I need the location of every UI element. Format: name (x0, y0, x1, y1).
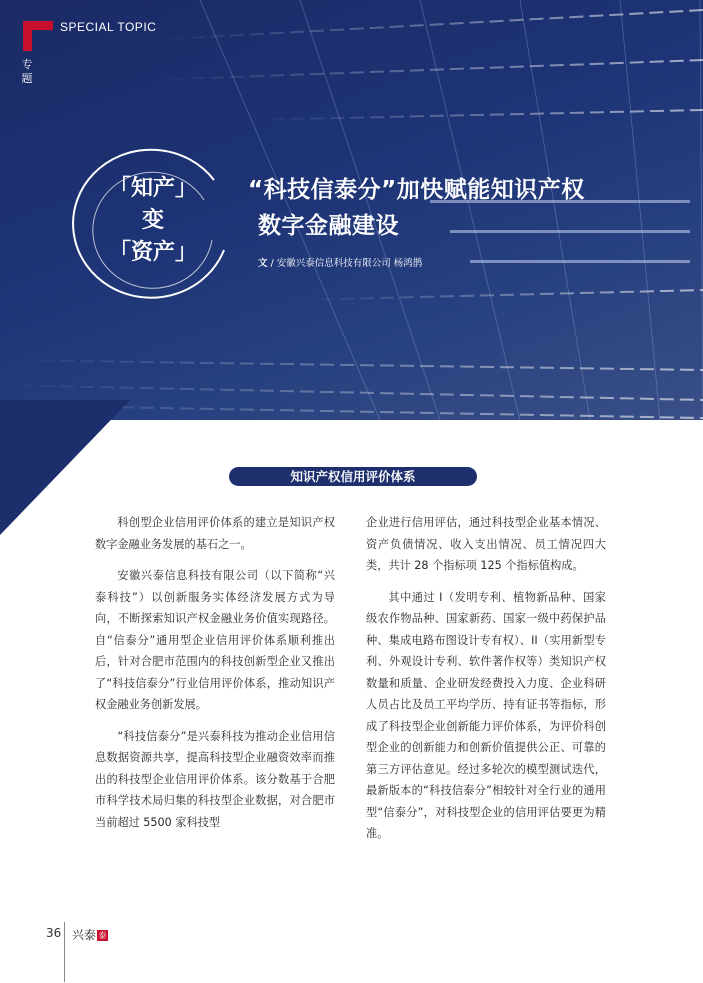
paragraph: “科技信泰分”是兴泰科技为推动企业信用信息数据资源共享，提高科技型企业融资效率而推出的科技型企业信用评价体系。该分数基于合肥市科学技术局归集的科技型企业数据，对合肥市当前超过 5500 家科技型 (95, 729, 335, 829)
paragraph: 科创型企业信用评价体系的建立是知识产权数字金融业务发展的基石之一。 (95, 516, 335, 551)
article-title (248, 172, 585, 244)
byline (258, 255, 422, 269)
paragraph: 企业进行信用评估，通过科技型企业基本情况、资产负债情况、收入支出情况、员工情况四大类，共计 28 个指标项 125 个指标值构成。 (366, 516, 606, 572)
section-heading: 知识产权信用评价体系 (229, 467, 477, 486)
paragraph: 其中通过 I（发明专利、植物新品种、国家级农作物品种、国家新药、国家一级中药保护品种、集成电路布图设计专有权）、II（实用新型专利、外观设计专利、软件著作权等）类知识产权数量和质量、企业研发经费投入力度、企业科研人员占比及员工平均学历、持有证书等指标，形成了科技型企业创新能力评价体系，为评价科创型企业的创新能力和创新价值提供公正、可靠的第三方评估意见。经过多轮次的模型测试迭代，最新版本的“科技信泰分”相较针对全行业的通用型“信泰分”，对科技型企业的信用评估要更为精准。 (366, 590, 606, 840)
logo-line-1: 「知产」 (108, 176, 198, 201)
brand-name: 兴泰 (72, 928, 97, 942)
page-number: 36 (46, 926, 62, 940)
logo-line-2: 变 (141, 208, 165, 233)
topic-logo (64, 140, 242, 300)
byline-org: / 安徽兴泰信息科技有限公司 (267, 258, 394, 269)
column-label: 专题 (21, 58, 33, 85)
byline-author: 杨鸿鹊 (393, 258, 423, 269)
byline-prefix: 文 (258, 258, 268, 269)
right-column (366, 512, 606, 855)
logo-line-3: 「资产」 (108, 240, 198, 265)
left-column (95, 512, 335, 843)
special-topic-label: SPECIAL TOPIC (60, 20, 157, 34)
paragraph: 安徽兴泰信息科技有限公司（以下简称“兴泰科技”）以创新服务实体经济发展方式为导向，不断探索知识产权金融业务价值实现路径。自“信泰分”通用型企业信用评价体系顺利推出后，针对合肥市范围内的科技创新型企业又推出了“科技信泰分”行业信用评价体系，推动知识产权金融业务创新发展。 (95, 569, 335, 711)
brand-seal-icon: 泰 (98, 931, 107, 940)
red-corner-logo (23, 21, 53, 51)
title-line-1: “科技信泰分”加快赋能知识产权 (248, 177, 585, 203)
footer-brand (72, 926, 108, 943)
title-line-2: 数字金融建设 (258, 213, 399, 239)
footer-divider (64, 922, 65, 982)
logo-ring-icon (64, 140, 242, 300)
